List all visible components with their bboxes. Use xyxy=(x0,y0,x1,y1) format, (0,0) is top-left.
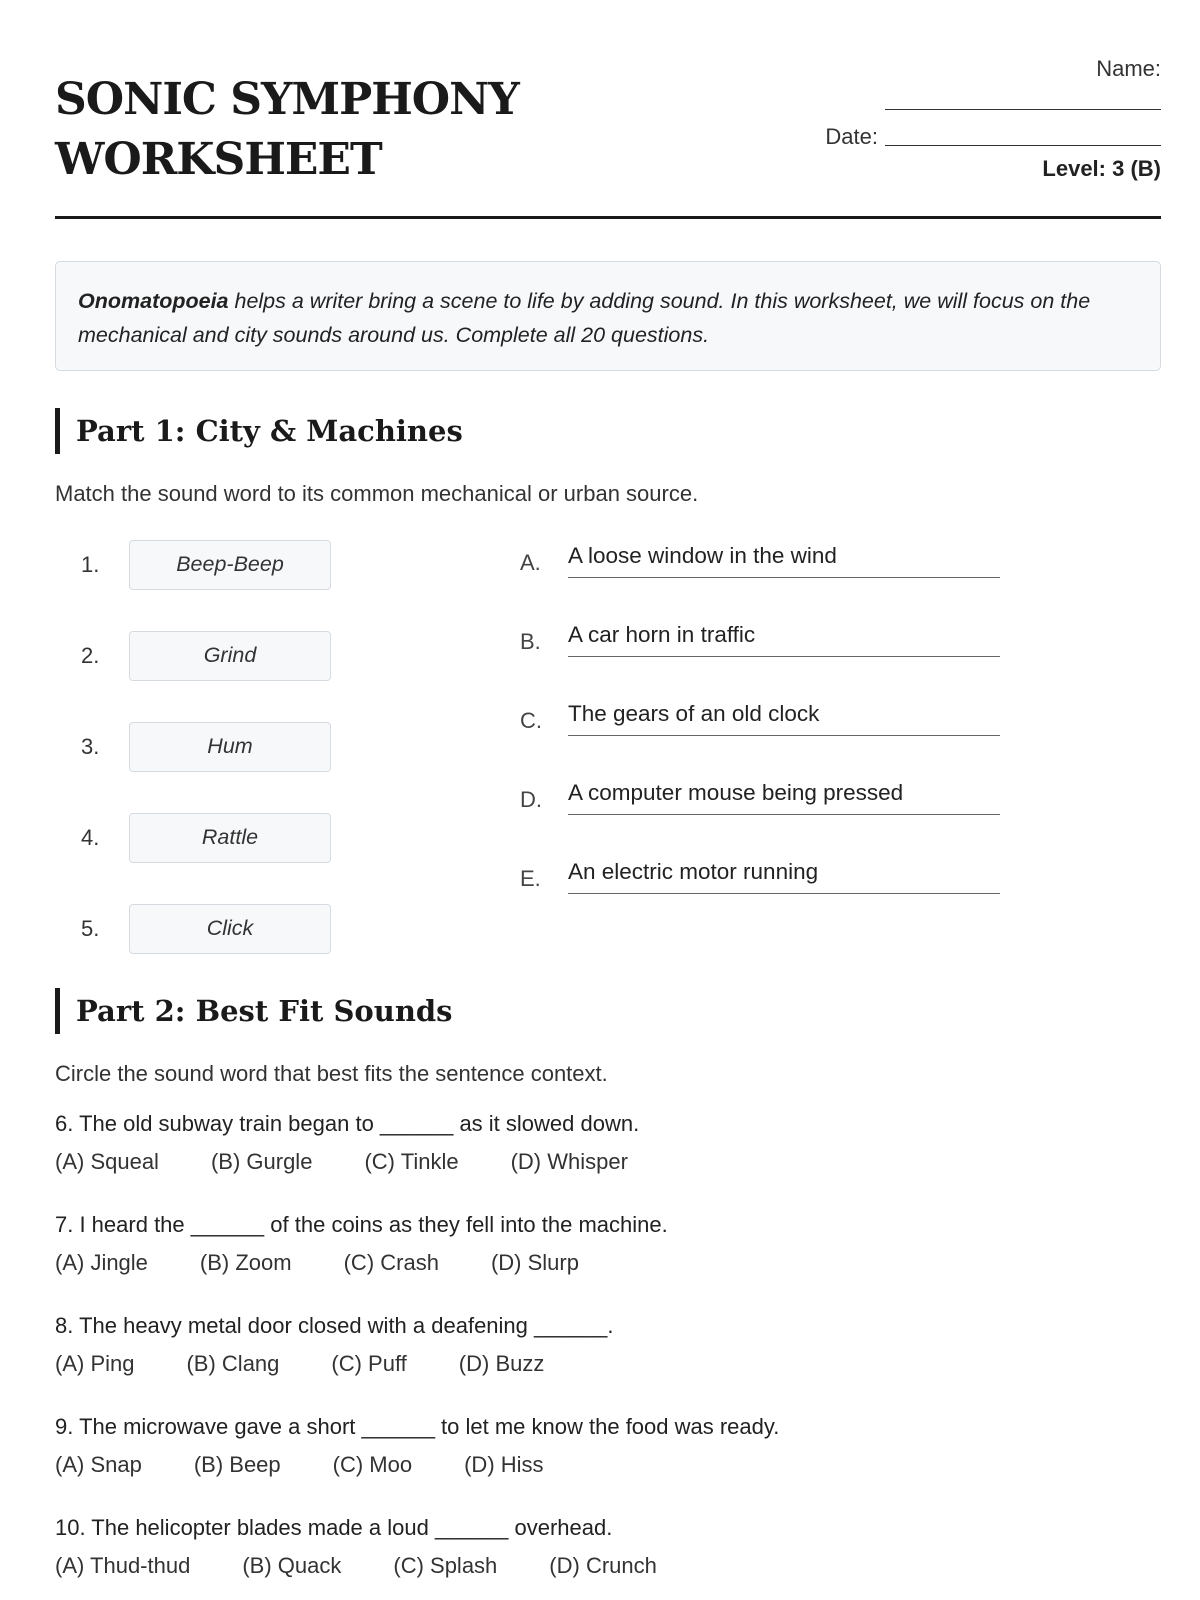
list-item[interactable] xyxy=(520,698,1060,738)
list-item[interactable] xyxy=(520,619,1060,659)
name-field[interactable] xyxy=(885,109,1161,110)
answer-options xyxy=(55,1351,1161,1377)
list-item[interactable] xyxy=(520,777,1060,817)
item-letter: E. xyxy=(520,866,541,891)
source-description: A computer mouse being pressed xyxy=(568,777,1000,815)
date-field[interactable] xyxy=(885,145,1161,146)
question-text: 9. The microwave gave a short ______ to let me know the food was ready. xyxy=(55,1414,780,1439)
list-item xyxy=(55,540,455,590)
answer-option[interactable]: (B) Quack xyxy=(242,1553,342,1578)
source-description: A loose window in the wind xyxy=(568,540,1000,578)
item-number: 1. xyxy=(81,552,100,577)
answer-option[interactable]: (A) Ping xyxy=(55,1351,135,1376)
intro-box xyxy=(55,261,1161,371)
question-item xyxy=(55,1412,1161,1478)
part2-heading: Part 2: Best Fit Sounds xyxy=(55,988,453,1034)
answer-options xyxy=(55,1452,1161,1478)
list-item xyxy=(55,722,455,772)
answer-options xyxy=(55,1250,1161,1276)
question-item xyxy=(55,1210,1161,1276)
answer-option[interactable]: (D) Hiss xyxy=(464,1452,544,1477)
worksheet-header xyxy=(55,0,1161,220)
answer-option[interactable]: (B) Zoom xyxy=(199,1250,292,1275)
sound-word-box: Hum xyxy=(129,722,331,772)
question-item xyxy=(55,1109,1161,1175)
part1-instruction: Match the sound word to its common mechanical or urban source. xyxy=(55,481,699,506)
title-line-2: WORKSHEET xyxy=(55,134,382,185)
list-item xyxy=(55,813,455,863)
question-text: 6. The old subway train began to ______ as it slowed down. xyxy=(55,1111,640,1136)
date-label: Date: xyxy=(825,124,878,149)
list-item xyxy=(55,904,455,954)
answer-option[interactable]: (B) Beep xyxy=(193,1452,281,1477)
part2-instruction: Circle the sound word that best fits the sentence context. xyxy=(55,1061,608,1086)
answer-option[interactable]: (D) Slurp xyxy=(490,1250,579,1275)
item-letter: B. xyxy=(520,629,541,654)
sound-word-box: Grind xyxy=(129,631,331,681)
item-number: 2. xyxy=(81,643,100,668)
header-divider xyxy=(55,216,1161,219)
student-info xyxy=(821,56,1161,196)
answer-option[interactable]: (C) Crash xyxy=(343,1250,439,1275)
intro-term: Onomatopoeia xyxy=(78,289,229,313)
part1-heading: Part 1: City & Machines xyxy=(55,408,463,454)
answer-option[interactable]: (C) Puff xyxy=(331,1351,407,1376)
page-title xyxy=(55,70,615,190)
question-text: 7. I heard the ______ of the coins as they fell into the machine. xyxy=(55,1212,668,1237)
question-item xyxy=(55,1311,1161,1377)
worksheet-page xyxy=(55,0,1161,1578)
question-item xyxy=(55,1513,1161,1579)
source-description: The gears of an old clock xyxy=(568,698,1000,736)
answer-option[interactable]: (D) Crunch xyxy=(549,1553,657,1578)
item-number: 4. xyxy=(81,825,100,850)
answer-option[interactable]: (D) Buzz xyxy=(458,1351,545,1376)
level-label: Level: 3 (B) xyxy=(1042,156,1161,181)
source-description: A car horn in traffic xyxy=(568,619,1000,657)
answer-option[interactable]: (B) Clang xyxy=(186,1351,280,1376)
item-letter: A. xyxy=(520,550,541,575)
answer-option[interactable]: (C) Splash xyxy=(393,1553,498,1578)
item-letter: D. xyxy=(520,787,542,812)
answer-option[interactable]: (D) Whisper xyxy=(510,1149,628,1174)
name-label: Name: xyxy=(1096,56,1161,81)
answer-option[interactable]: (C) Moo xyxy=(332,1452,413,1477)
question-text: 8. The heavy metal door closed with a deafening ______. xyxy=(55,1313,614,1338)
answer-options xyxy=(55,1553,1161,1579)
item-letter: C. xyxy=(520,708,542,733)
answer-option[interactable]: (B) Gurgle xyxy=(210,1149,313,1174)
list-item[interactable] xyxy=(520,540,1060,580)
answer-option[interactable]: (A) Squeal xyxy=(55,1149,159,1174)
answer-option[interactable]: (A) Jingle xyxy=(55,1250,148,1275)
question-text: 10. The helicopter blades made a loud ______ overhead. xyxy=(55,1515,613,1540)
list-item xyxy=(55,631,455,681)
sound-word-box: Beep-Beep xyxy=(129,540,331,590)
answer-options xyxy=(55,1149,1161,1175)
list-item[interactable] xyxy=(520,856,1060,896)
item-number: 3. xyxy=(81,734,100,759)
sound-word-box: Rattle xyxy=(129,813,331,863)
sound-word-box: Click xyxy=(129,904,331,954)
answer-option[interactable]: (A) Thud-thud xyxy=(55,1553,191,1578)
title-line-1: SONIC SYMPHONY xyxy=(55,74,519,125)
answer-option[interactable]: (A) Snap xyxy=(55,1452,142,1477)
answer-option[interactable]: (C) Tinkle xyxy=(364,1149,459,1174)
intro-text: helps a writer bring a scene to life by adding sound. In this worksheet, we will focus on the mechanical and city sounds around us. Complete all 20 questions. xyxy=(78,289,1091,347)
item-number: 5. xyxy=(81,916,100,941)
source-description: An electric motor running xyxy=(568,856,1000,894)
